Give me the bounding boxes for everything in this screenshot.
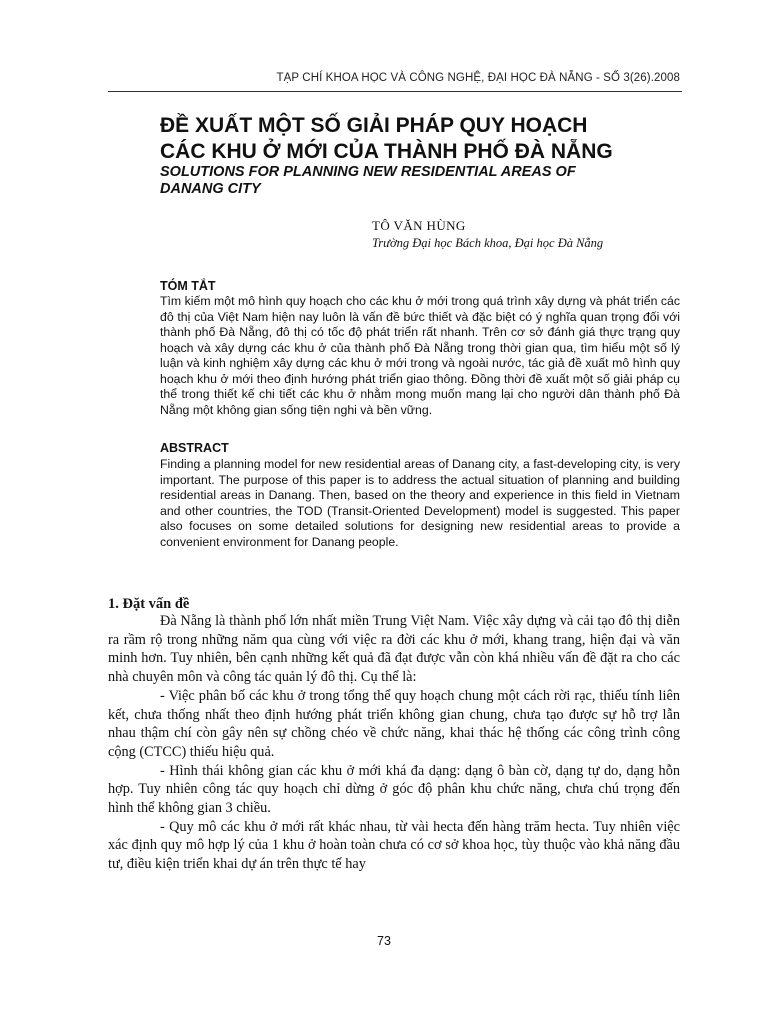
page-number: 73 (377, 934, 391, 948)
section-body (108, 612, 680, 874)
body-paragraph: Đà Nẵng là thành phố lớn nhất miền Trung Việt Nam. Việc xây dựng và cải tạo đô thị diễn ra rầm rộ trong những năm qua cùng với việc ra đời các khu ở mới, khang trang, hiện đại và văn minh hơn. Tuy nhiên, bên cạnh những kết quả đã đạt được vẫn còn khá nhiều vấn đề đặt ra cho các nhà chuyên môn và công tác quản lý đô thị. Cụ thể là: (108, 613, 680, 686)
title-en-line: DANANG CITY (160, 181, 261, 197)
abstract-vi-text: Tìm kiếm một mô hình quy hoạch cho các khu ở mới trong quá trình xây dựng và phát triển các đô thị của Việt Nam hiện nay luôn là vấn đề bức thiết và đặc biệt có ý nghĩa quan trọng đối với thành phố Đà Nẵng, đô thị có tốc độ phát triển rất nhanh. Trên cơ sở đánh giá thực trạng quy hoạch và xây dựng các khu ở của thành phố Đà Nẵng trong thời gian qua, tìm hiểu một số lý luận và kinh nghiệm xây dựng các khu ở mới trong và ngoài nước, tác giả đề xuất mô hình quy hoạch khu ở mới theo định hướng phát triển giao thông. Đồng thời đề xuất một số giải pháp cụ thể trong thiết kế chi tiết các khu ở nhằm mong muốn mang lại cho người dân thành phố Đà Nẵng một không gian sống tiện nghi và bền vững. (160, 294, 680, 417)
author-name: TÔ VĂN HÙNG (372, 218, 466, 233)
running-header: TẠP CHÍ KHOA HỌC VÀ CÔNG NGHỆ, ĐẠI HỌC ĐÀ NẴNG - SỐ 3(26).2008 (276, 72, 680, 84)
abstract-vi-heading: TÓM TẮT (160, 279, 216, 293)
section-heading: 1. Đặt vấn đề (108, 596, 190, 612)
body-paragraph: - Việc phân bố các khu ở trong tổng thể quy hoạch chung một cách rời rạc, thiếu tính liên kết, chưa thống nhất theo định hướng phát triển không gian chung, chưa tạo được sự hỗ trợ lẫn nhau thậm chí còn gây nên sự chồng chéo về chức năng, khai thác hệ thống các công trình công cộng (CTCC) thiếu hiệu quả. (108, 687, 680, 760)
abstract-en-text: Finding a planning model for new residential areas of Danang city, a fast-developing city, is very important. The purpose of this paper is to address the actual situation of planning and building residential areas in Danang. Then, based on the theory and experience in this field in Vietnam and other countries, the TOD (Transit-Oriented Development) model is suggested. This paper also focuses on some detailed solutions for designing new residential areas to provide a convenient environment for Danang people. (160, 457, 680, 549)
author-affiliation: Trường Đại học Bách khoa, Đại học Đà Nẵng (372, 236, 604, 250)
article-title (160, 113, 700, 165)
article-title-english (160, 164, 700, 198)
abstract-en-heading: ABSTRACT (160, 441, 229, 455)
title-line: ĐỀ XUẤT MỘT SỐ GIẢI PHÁP QUY HOẠCH (160, 114, 588, 137)
title-line: CÁC KHU Ở MỚI CỦA THÀNH PHỐ ĐÀ NẴNG (160, 140, 613, 163)
body-paragraph: - Hình thái không gian các khu ở mới khá đa dạng: dạng ô bàn cờ, dạng tự do, dạng hỗn hợp. Tuy nhiên công tác quy hoạch chỉ dừng ở góc độ phân khu chức năng, chưa chú trọng đến hình thể không gian 3 chiều. (108, 762, 680, 817)
body-paragraph: - Quy mô các khu ở mới rất khác nhau, từ vài hecta đến hàng trăm hecta. Tuy nhiên việc xác định quy mô hợp lý của 1 khu ở hoàn toàn chưa có cơ sở khoa học, tùy thuộc vào khả năng đầu tư, điều kiện triển khai dự án trên thực tế hay (108, 818, 680, 873)
header-rule (108, 91, 682, 92)
title-en-line: SOLUTIONS FOR PLANNING NEW RESIDENTIAL AREAS OF (160, 164, 576, 180)
